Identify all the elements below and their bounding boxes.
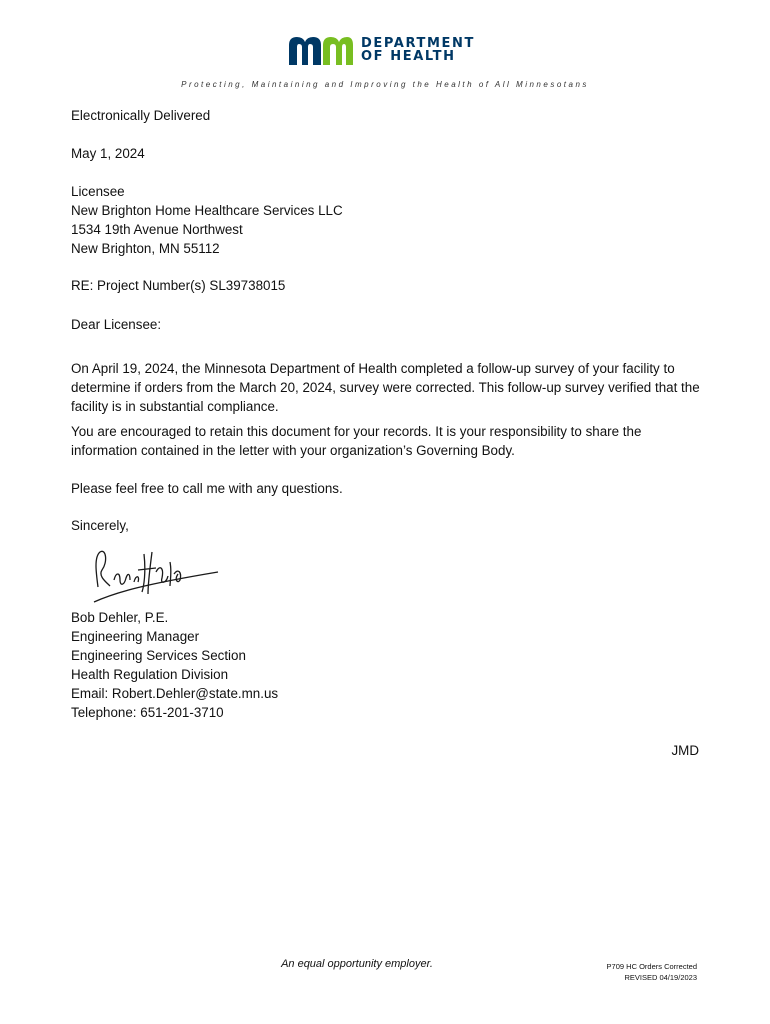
signer-section: Engineering Services Section xyxy=(71,648,246,663)
signer-name: Bob Dehler, P.E. xyxy=(71,610,169,625)
salutation: Dear Licensee: xyxy=(71,317,162,332)
logo-line-1: DEPARTMENT xyxy=(361,36,475,51)
signer-email: Email: Robert.Dehler@state.mn.us xyxy=(71,686,279,701)
recipient-line: 1534 19th Avenue Northwest xyxy=(71,222,243,237)
recipient-address xyxy=(71,182,343,258)
mn-logo-icon xyxy=(289,35,353,65)
signer-division: Health Regulation Division xyxy=(71,667,229,682)
footer-form-id xyxy=(607,961,697,983)
closing: Sincerely, xyxy=(71,518,129,533)
typist-initials: JMD xyxy=(671,743,699,758)
recipient-line: New Brighton, MN 55112 xyxy=(71,241,220,256)
recipient-line: New Brighton Home Healthcare Services LLC xyxy=(71,203,343,218)
body-paragraph-2: You are encouraged to retain this document for your records. It is your responsibility to share the information contained in the letter with your organization’s Governing Body. xyxy=(71,424,642,458)
body-paragraph-3: Please feel free to call me with any questions. xyxy=(71,481,343,496)
body-paragraph-1: On April 19, 2024, the Minnesota Department of Health completed a follow-up survey of your facility to determine if orders from the March 20, 2024, survey were corrected. This follow-up survey verified that the facility is in substantial compliance. xyxy=(71,361,700,414)
form-number: P709 HC Orders Corrected xyxy=(606,962,697,971)
recipient-line: Licensee xyxy=(71,184,125,199)
delivery-method: Electronically Delivered xyxy=(71,108,211,123)
mdh-logo xyxy=(289,34,475,66)
letter-date: May 1, 2024 xyxy=(71,146,145,161)
footer-statement: An equal opportunity employer. xyxy=(281,958,433,970)
re-line: RE: Project Number(s) SL39738015 xyxy=(71,278,286,293)
tagline: Protecting, Maintaining and Improving the Health of All Minnesotans xyxy=(181,80,589,89)
signature-block xyxy=(71,608,278,722)
signer-phone: Telephone: 651-201-3710 xyxy=(71,705,224,720)
signature-image xyxy=(86,542,226,612)
revision-date: REVISED 04/19/2023 xyxy=(624,973,697,982)
logo-line-2: OF HEALTH xyxy=(361,49,456,64)
logo-text xyxy=(361,37,475,63)
signer-title: Engineering Manager xyxy=(71,629,200,644)
